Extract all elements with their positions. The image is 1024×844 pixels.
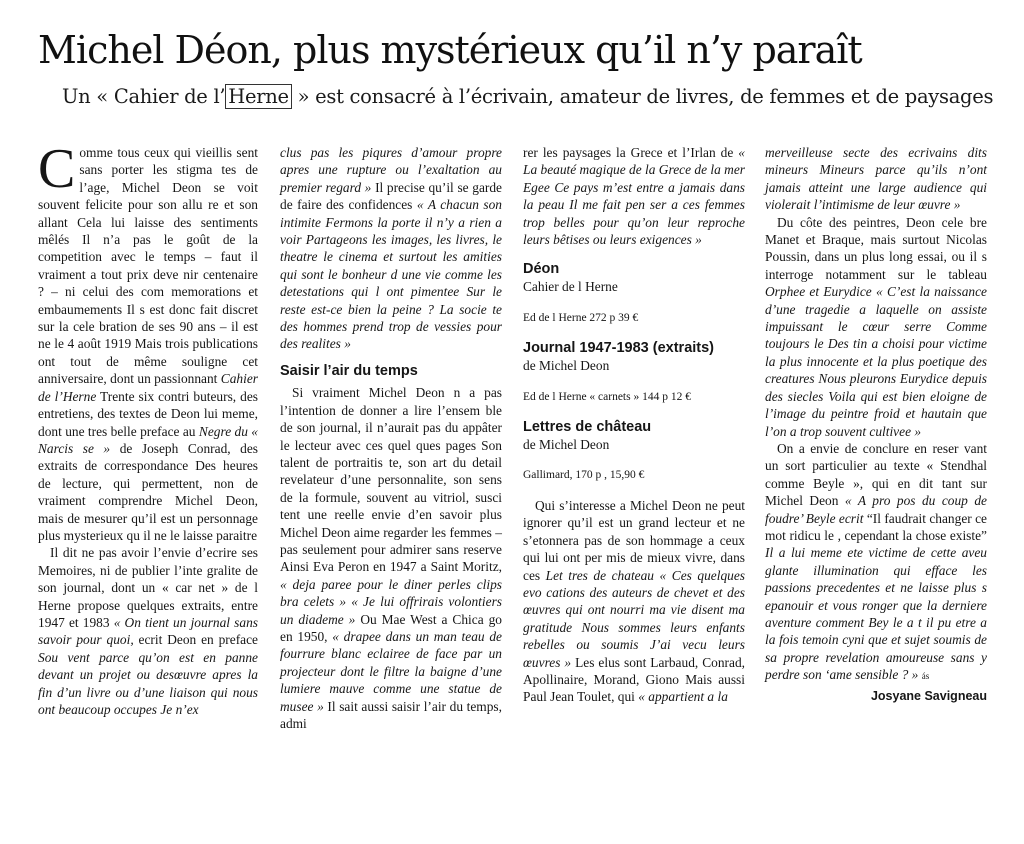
quote-text: merveilleuse secte des ecrivains dits mineurs Mineurs parce qu’ils n’ont jamais atteint une large audience qui violerait l’intimisme de leur œuvre » [765,145,987,213]
quote-text: « A chacun son intimite Fermons la porte il n’y a rien a voir Partageons les images, les livres, le theatre le cinema et surtout les amities qui sont le bonheur d une vie comme les detestations qui l ont pimentee Sur le reste est-ce bien la peine ? La socie te des hommes prend trop de vessies pour des realites » [280,197,502,352]
book-title: Déon [523,261,560,278]
paragraph [523,497,745,706]
paragraph-text: Les elus sont Larbaud, Conrad, Apollinaire, Morand, Giono Mais aussi Paul Jean Toulet, qui [523,654,745,705]
quote-text: Let tres de chateau « Ces quelques evo cations des auteurs de chevet et des œuvres qui ont nourri ma vie disent ma gratitude Nous sommes leurs enfants rebelles ou soumis J’ai vecu leurs œuvres » [523,567,745,670]
quote-text: Sou vent parce qu’on est en panne devant un projet ou desœuvre apres la fin d’un livre ou d’une liaison qui nous ont beaucoup occupes Je n’ex [38,649,258,717]
paragraph-text: omme tous ceux qui vieillis sent sans porter les stigma tes de l’age, Michel Deon se voit souvent felicite pour son allu re et son allant Cela lui laisse des sentiments mêlés Il n’a pas le goût de la competition avec le temps – faut il vraiment a tout prix deve nir centenaire ? – ni celui des com memorations et embaumements Il s est donc fait discret sur la cele bration de ses 90 ans – il est ne le 4 août 1919 Mais trois publications ont tout de même souligne cet anniversaire, dont un passionnant [38,145,258,387]
paragraph-text: de Joseph Conrad, des extraits de correspondance Des heures de lecture, qui permettent, non de vraiment comprendre Michel Deon, mais de mesurer qu’il est un personnage plus mysterieux qu il ne le laisse paraitre [38,440,258,543]
book-price: Ed de l Herne 272 p 39 € [523,311,639,324]
paragraph-text: Du côte des peintres, Deon cele bre Manet et Braque, mais surtout Nicolas Poussin, dans un plus long essai, ou il s interroge notamment sur le tableau [765,214,987,282]
article-column-2 [280,144,502,732]
section-subtitle: Saisir l’air du temps [280,362,418,379]
quote-text: clus pas les piqures d’amour propre apres une rupture ou l’exaltation au premier regard » [280,145,502,195]
book-author: Cahier de l Herne [523,279,618,295]
subhead-text-after: » est consacré à l’écrivain, amateur de livres, de femmes et de paysages [291,85,994,108]
italic-text: Negre du « Narcis se » [38,423,259,456]
quote-text: « La beauté magique de la Grece de la mer Egee Ce pays m’est entre a jamais dans la peau Il me fait pen ser a ces femmes trop belles pour qu’on leur reproche leurs bêtises ou leurs exigences » [523,145,745,248]
drop-cap: C [38,138,76,200]
italic-text: Cahier de l’Herne [38,371,258,404]
book-info-box [523,260,745,484]
quote-text: « drapee dans un man teau de fourrure blanc eclairee de face par un projecteur dont le filtre la baigne d’une lumiere mauve comme une statue de musee » [280,628,502,714]
paragraph-text: On a envie de conclure en reser vant un sort particulier au texte « Stendhal comme Beyle », qui en dit tant sur Michel Deon [765,440,987,509]
paragraph-text: Qui s’interesse a Michel Deon ne peut ignorer qu’il est un grand lecteur et ne s’etonnera pas de son hommage a ceux qui lui ont per mis de mieux vivre, dans ces [523,497,745,583]
quote-text: Il a lui meme ete victime de cette aveu glante illumination qui efface les passions precedentes et ne laisse plus s epanouir et vous ronger que la derniere aventure comment Bey le a t il pu etre a la fois temoin cyni que et sujet soumis de sa propre revelation amoureuse sans y perdre son ‘ame sensible ? » [765,545,987,683]
subhead-boxed-word: Herne [225,84,291,109]
book-author: de Michel Deon [523,437,610,453]
article-column-3 [523,144,745,706]
article-column-1 [38,138,259,718]
paragraph-text: ecrit Deon en preface [138,632,258,648]
paragraph [523,144,745,248]
author-signature: Josyane Savigneau [870,688,987,703]
paragraph-text: Trente six contri buteurs, des entretiens, des textes de Deon lui meme, dont une tres belle preface au [38,388,258,439]
subhead-text-before: Un « Cahier de l’ [62,85,226,108]
book-author: de Michel Deon [523,358,610,374]
headline: Michel Déon, plus mystérieux qu’il n’y paraît [38,28,862,72]
subhead [62,84,993,110]
paragraph [38,138,259,544]
paragraph-text: Il sait aussi saisir l’air du temps, admi [280,698,502,731]
book-title: Journal 1947-1983 (extraits) [523,340,715,357]
paragraph [765,214,987,440]
article-column-4 [765,144,987,705]
quote-text: « A pro pos du coup de foudre’ Beyle ecrit [765,493,987,526]
paragraph [280,384,502,732]
quote-text: « deja paree pour le diner perles clips bra celets » « Je lui offrirais volontiers un diademe » [280,576,502,627]
book-price: Gallimard, 170 p , 15,90 € [523,469,645,482]
book-price: Ed de l Herne « carnets » 144 p 12 € [523,390,691,403]
paragraph-text: Si vraiment Michel Deon n a pas l’intention de donner a lire l’ensem ble de son journal, il n’aurait pas du appâter le lecteur avec ces quel ques pages Son talent de portraitis te, son art du detail revelateur d’une personnalite, son sens de la formule, souvent au vitriol, susci tent une reelle envie d’en savoir plus Michel Deon aime regarder les femmes – pas seulement pour admirer sans reserve Ainsi Eva Peron en 1947 a Saint Moritz, [280,385,502,575]
book-title: Lettres de château [523,419,652,436]
paragraph-text: “Il faudrait changer ce mot ridicu le , cependant la chose existe” [765,510,987,543]
paragraph-text: Ou Mae West a Chica go en 1950, [280,611,502,644]
end-mark: ás [921,671,930,682]
paragraph-text: Il precise qu’il se garde de faire des confidences [280,179,502,213]
quote-text: « appartient a la [638,689,728,705]
paragraph-text: rer les paysages la Grece et l’Irlan de [523,145,734,160]
quote-text: Orphee et Eurydice « C’est la naissance d’une tragedie a laquelle on assiste impuissant le cœur serre Comme toujours le Des tin a choisi pour victime la plus innocente et la plus poetique des creatures Nous pleurons Eurydice depuis des siecles Voila qui est bien eloigne de l’image du peintre froid et hautain que l’on a trop souvent cultivee » [765,284,987,439]
quote-text: « On tient un journal sans savoir pour quoi, [38,614,258,648]
paragraph [280,144,502,353]
paragraph [38,544,258,718]
paragraph [765,144,987,214]
paragraph-text: Il dit ne pas avoir l’envie d’ecrire ses Memoires, ni de publier l’inte gralite de son journal, dont un « car net » de l Herne propose quelques extraits, entre 1947 et 1983 [38,545,258,630]
paragraph [765,440,987,686]
